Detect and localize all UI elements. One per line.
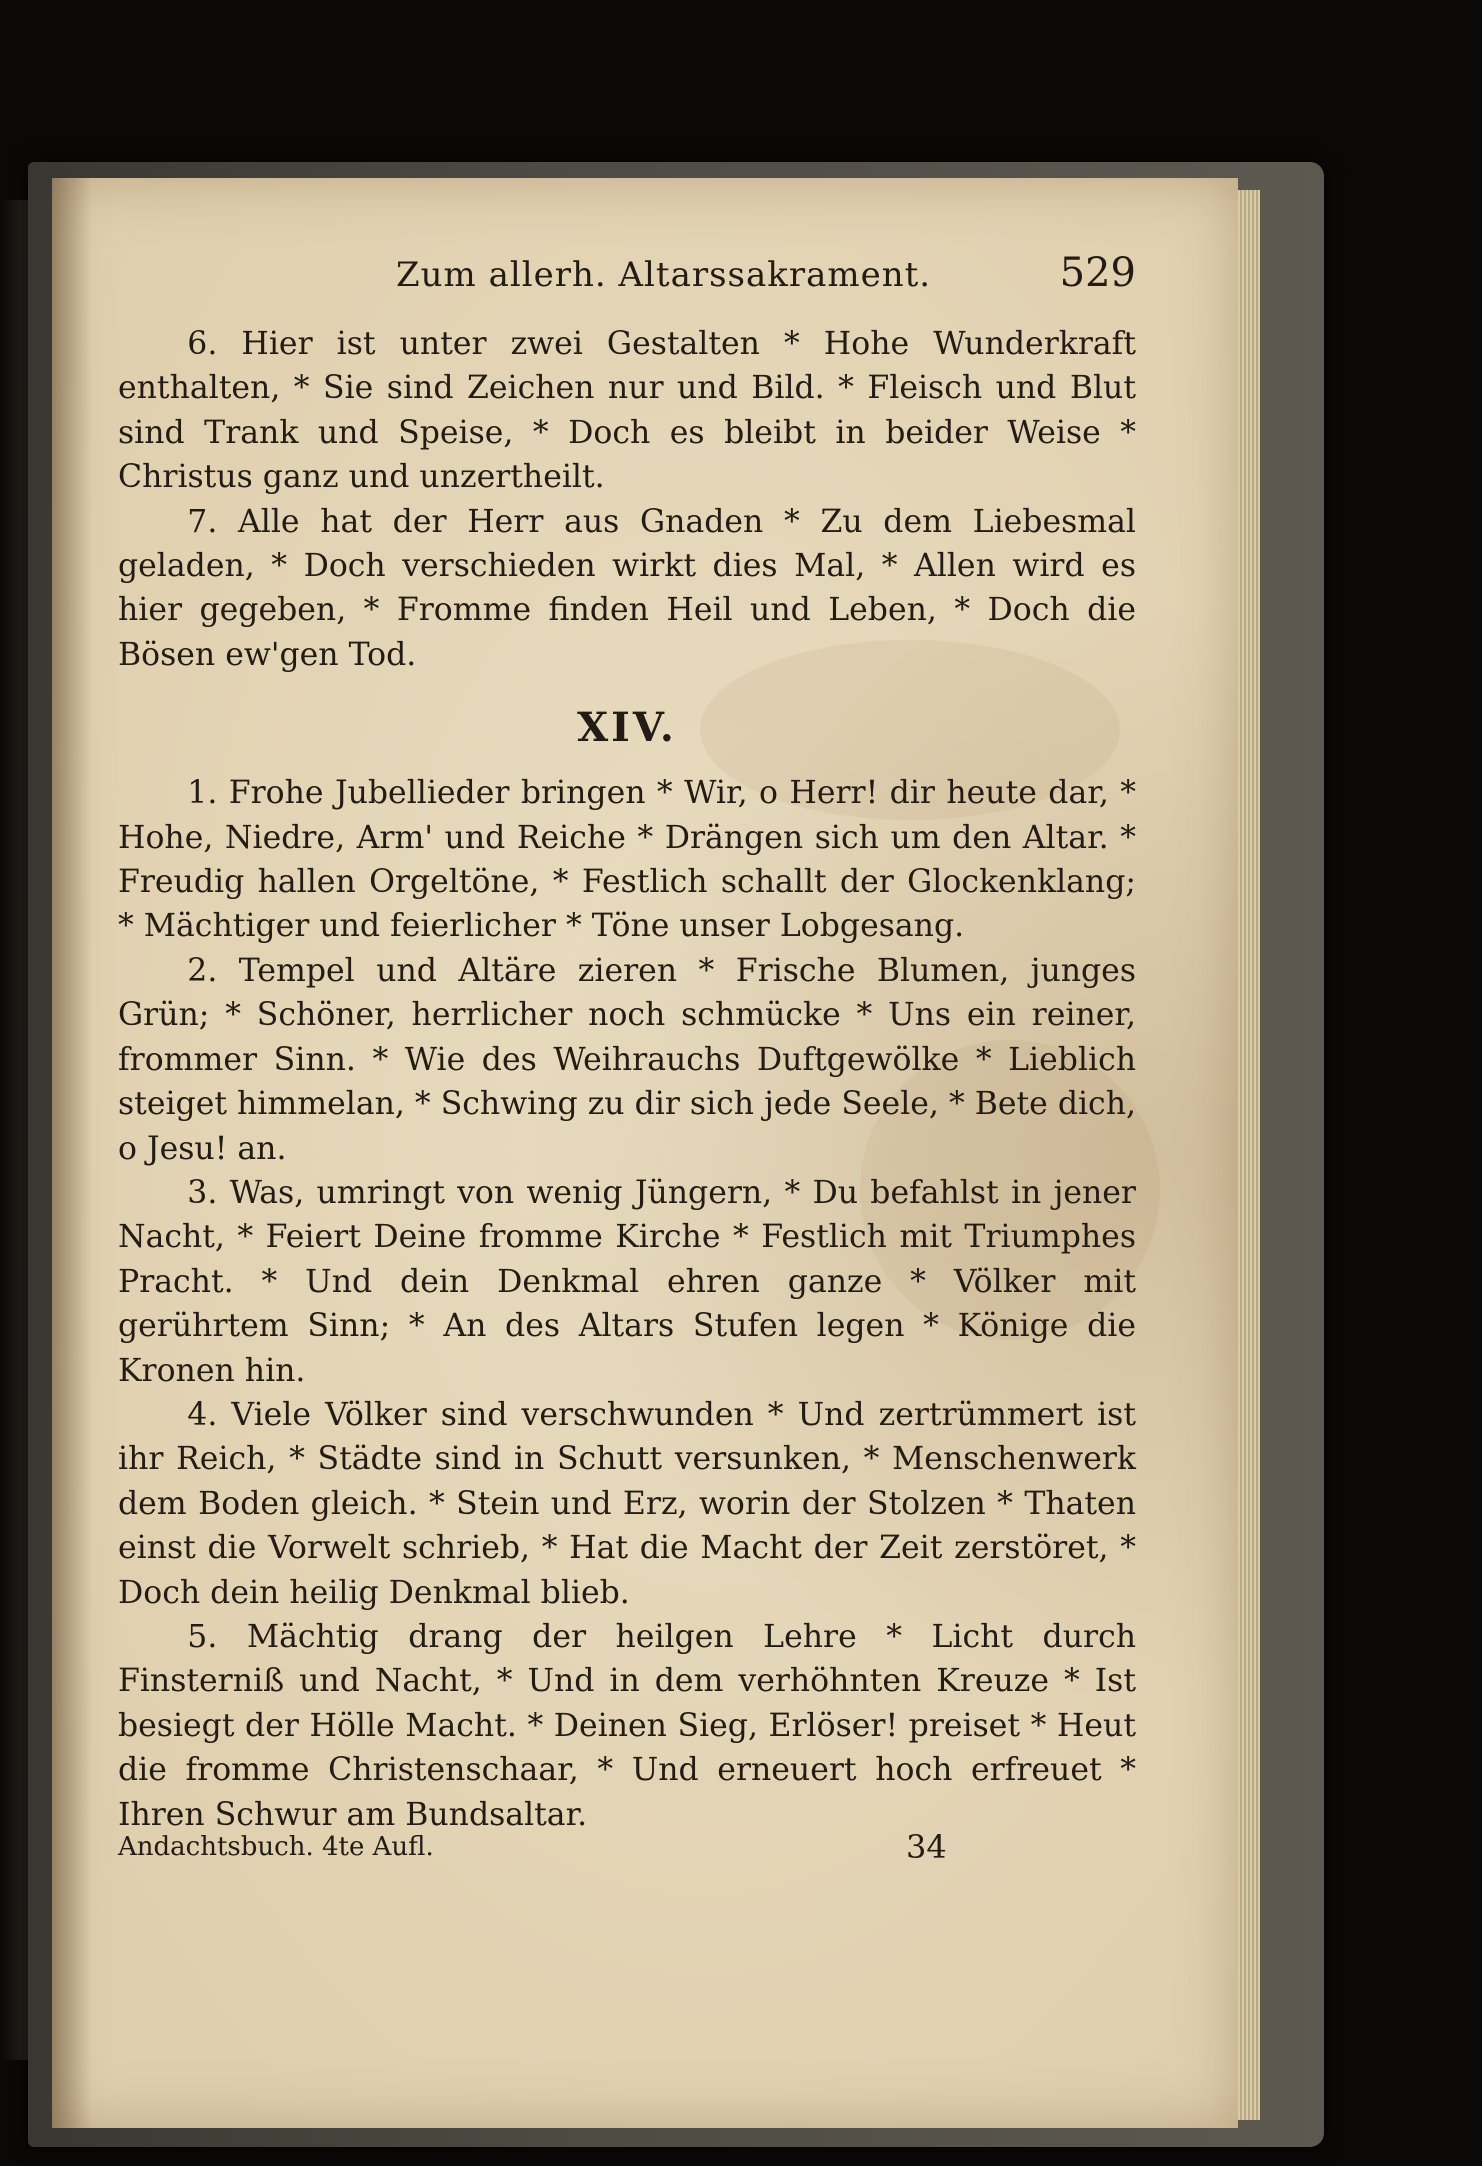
verse-paragraph: 6. Hier ist unter zwei Gestalten * Hohe Wunderkraft enthalten, * Sie sind Zeichen nur und Bild. * Fleisch und Blut sind Trank und Speise, * Doch es bleibt in beider Weise * Christus ganz und unzertheilt. (118, 326, 1136, 496)
page-edges (1238, 190, 1260, 2120)
body-text (118, 322, 1136, 1837)
page-gutter-shadow (52, 178, 92, 2128)
footer-book-title: Andachtsbuch. 4te Aufl. (118, 1832, 434, 1862)
book-spine-edge (0, 200, 30, 2060)
verse-paragraph: 3. Was, umringt von wenig Jüngern, * Du befahlst in jener Nacht, * Feiert Deine fromme Kirche * Festlich mit Triumphes Pracht. * Und dein Denkmal ehren ganze * Völker mit gerührtem Sinn; * An des Altars Stufen legen * Könige die Kronen hin. (118, 1174, 1136, 1389)
page-text-block (118, 250, 1136, 1837)
running-head (118, 250, 1136, 312)
running-title: Zum allerh. Altarssakrament. (396, 255, 932, 295)
section-heading: XIV. (577, 704, 677, 752)
page-number: 529 (1059, 250, 1136, 296)
verse-paragraph: 4. Viele Völker sind verschwunden * Und zertrümmert ist ihr Reich, * Städte sind in Schutt versunken, * Menschenwerk dem Boden gleich. * Stein und Erz, worin der Stolzen * Thaten einst die Vorwelt schrieb, * Hat die Macht der Zeit zerstöret, * Doch dein heilig Denkmal blieb. (118, 1396, 1136, 1611)
footer-signature-mark: 34 (906, 1828, 947, 1866)
verse-paragraph: 7. Alle hat der Herr aus Gnaden * Zu dem Liebesmal geladen, * Doch verschieden wirkt dies Mal, * Allen wird es hier gegeben, * Fromme finden Heil und Leben, * Doch die Bösen ew'gen Tod. (118, 503, 1136, 673)
verse-paragraph: 2. Tempel und Altäre zieren * Frische Blumen, junges Grün; * Schöner, herrlicher noch schmücke * Uns ein reiner, frommer Sinn. * Wie des Weihrauchs Duftgewölke * Lieblich steiget himmelan, * Schwing zu dir sich jede Seele, * Bete dich, o Jesu! an. (118, 952, 1136, 1167)
verse-paragraph: 1. Frohe Jubellieder bringen * Wir, o Herr! dir heute dar, * Hohe, Niedre, Arm' und Reiche * Drängen sich um den Altar. * Freudig hallen Orgeltöne, * Festlich schallt der Glockenklang; * Mächtiger und feierlicher * Töne unser Lobgesang. (118, 775, 1136, 945)
verse-paragraph: 5. Mächtig drang der heilgen Lehre * Licht durch Finsterniß und Nacht, * Und in dem verhöhnten Kreuze * Ist besiegt der Hölle Macht. * Deinen Sieg, Erlöser! preiset * Heut die fromme Christenschaar, * Und erneuert hoch erfreuet * Ihren Schwur am Bundsaltar. (118, 1618, 1136, 1833)
